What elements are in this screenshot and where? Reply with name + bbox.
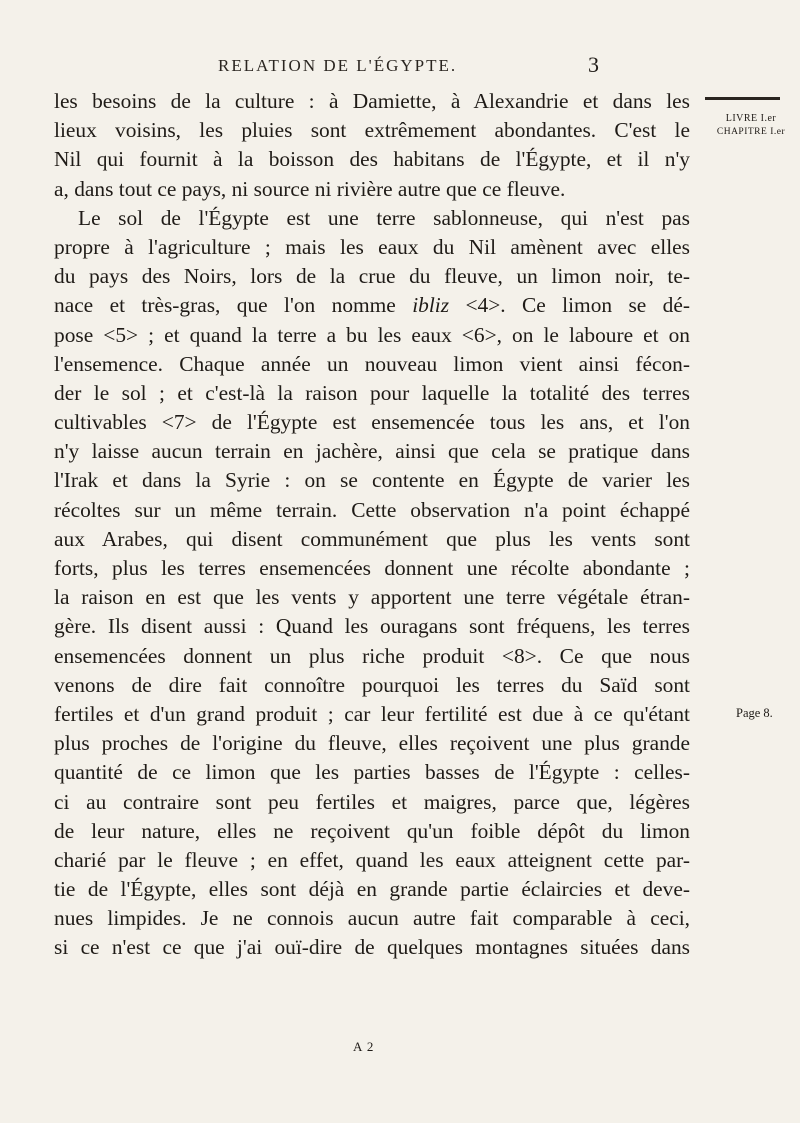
text-line: la raison en est que les vents y apportent une terre végétale étran- — [54, 585, 690, 610]
text-line: les besoins de la culture : à Damiette, à Alexandrie et dans les — [54, 89, 690, 113]
text-line: ensemencées donnent un plus riche produit <8>. Ce que nous — [54, 643, 690, 668]
text-line: l'ensemence. Chaque année un nouveau limon vient ainsi fécon- — [54, 351, 690, 376]
page-number: 3 — [588, 52, 599, 77]
text-line: ci au contraire sont peu fertiles et maigres, parce que, légères — [54, 789, 690, 814]
signature-mark: A 2 — [353, 1039, 375, 1054]
text-line: n'y laisse aucun terrain en jachère, ainsi que cela se pratique dans — [54, 439, 690, 464]
text-line: cultivables <7> de l'Égypte est ensemencée tous les ans, et l'on — [54, 410, 690, 435]
text-line: de leur nature, elles ne reçoivent qu'un foible dépôt du limon — [54, 818, 690, 843]
text-line: forts, plus les terres ensemencées donnent une récolte abondante ; — [54, 556, 690, 580]
text-line: tie de l'Égypte, elles sont déjà en grande partie éclaircies et deve- — [54, 877, 690, 902]
text-line: récoltes sur un même terrain. Cette observation n'a point échappé — [54, 497, 690, 522]
margin-rule — [705, 97, 780, 100]
text-line: Le sol de l'Égypte est une terre sablonneuse, qui n'est pas — [78, 205, 690, 230]
body-text — [54, 87, 690, 963]
text-line: aux Arabes, qui disent communément que plus les vents sont — [54, 526, 690, 551]
text-line: si ce n'est ce que j'ai ouï-dire de quelques montagnes situées dans — [54, 935, 690, 960]
term-ibliz: ibliz — [412, 293, 450, 318]
text-line: l'Irak et dans la Syrie : on se contente en Égypte de varier les — [54, 468, 690, 493]
running-title: RELATION DE L'ÉGYPTE. — [218, 56, 458, 75]
text-line: nues limpides. Je ne connois aucun autre fait comparable à ceci, — [54, 906, 690, 931]
margin-page-reference: Page 8. — [736, 706, 773, 720]
text-line: quantité de ce limon que les parties basses de l'Égypte : celles- — [54, 760, 690, 785]
text-line: a, dans tout ce pays, ni source ni rivière autre que ce fleuve. — [54, 176, 566, 201]
text-line: charié par le fleuve ; en effet, quand les eaux atteignent cette par- — [54, 847, 690, 872]
margin-livre-label: LIVRE I.er — [725, 113, 777, 124]
text-line: Nil qui fournit à la boisson des habitans de l'Égypte, et il n'y — [54, 147, 690, 172]
text-line: gère. Ils disent aussi : Quand les ouragans sont fréquens, les terres — [54, 614, 690, 639]
text-line: venons de dire fait connoître pourquoi les terres du Saïd sont — [54, 672, 690, 697]
text-line: du pays des Noirs, lors de la crue du fleuve, un limon noir, te- — [54, 264, 690, 289]
margin-chapitre-label: CHAPITRE I.er — [716, 127, 786, 137]
text-line: propre à l'agriculture ; mais les eaux du Nil amènent avec elles — [54, 234, 690, 259]
text-line: pose <5> ; et quand la terre a bu les eaux <6>, on le laboure et on — [54, 322, 690, 347]
text-line: der le sol ; et c'est-là la raison pour laquelle la totalité des terres — [54, 380, 690, 405]
text-line: nace et très-gras, que l'on nomme ibliz <4>. Ce limon se dé- — [54, 293, 690, 318]
text-line: plus proches de l'origine du fleuve, elles reçoivent une plus grande — [54, 731, 690, 756]
text-line: lieux voisins, les pluies sont extrêmement abondantes. C'est le — [54, 118, 690, 143]
text-line: fertiles et d'un grand produit ; car leur fertilité est due à ce qu'étant — [54, 701, 690, 726]
